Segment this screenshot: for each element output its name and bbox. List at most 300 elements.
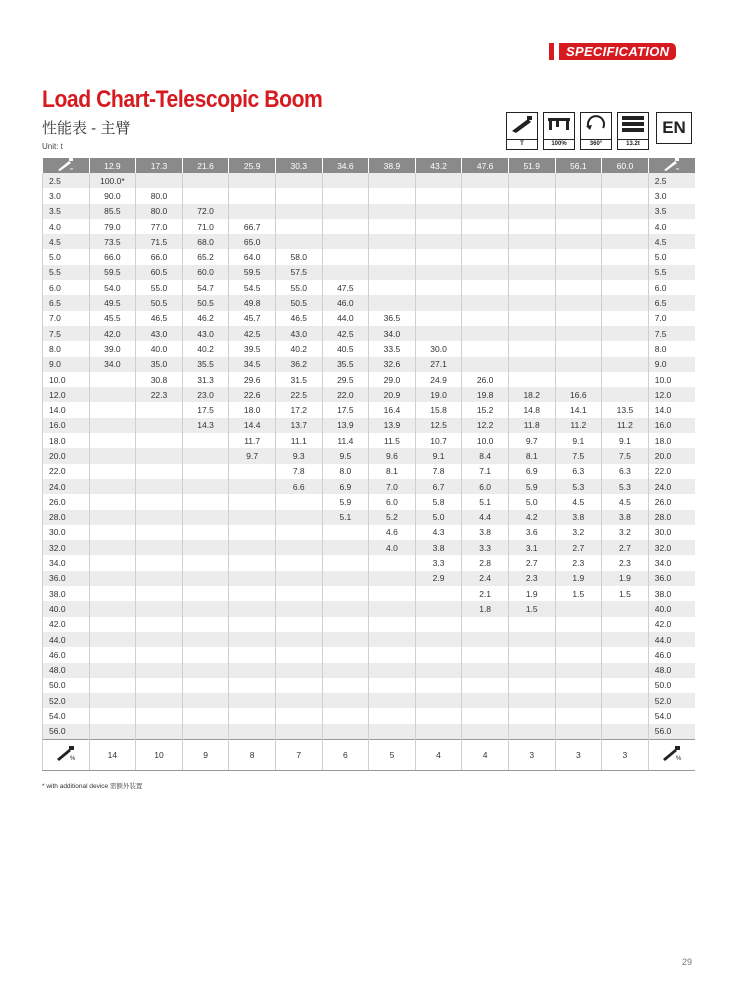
table-row <box>43 708 696 723</box>
load-cell <box>89 724 136 740</box>
load-cell: 5.9 <box>322 494 369 509</box>
load-cell <box>89 617 136 632</box>
table-row <box>43 663 696 678</box>
load-cell <box>322 586 369 601</box>
load-cell: 2.9 <box>415 571 462 586</box>
load-cell <box>602 663 649 678</box>
footer-value-cell: 7 <box>275 739 322 770</box>
boom-length-header: 60.0 <box>602 158 649 173</box>
table-row <box>43 571 696 586</box>
load-cell: 59.5 <box>229 265 276 280</box>
load-cell: 6.0 <box>462 479 509 494</box>
load-cell: 4.5 <box>555 494 602 509</box>
load-cell: 3.2 <box>602 525 649 540</box>
radius-cell: 40.0 <box>43 601 90 616</box>
table-row <box>43 295 696 310</box>
load-cell: 16.4 <box>369 402 416 417</box>
load-cell <box>602 632 649 647</box>
radius-cell-right: 48.0 <box>648 663 695 678</box>
load-cell: 85.5 <box>89 204 136 219</box>
load-cell: 13.9 <box>322 418 369 433</box>
load-cell: 79.0 <box>89 219 136 234</box>
load-cell <box>369 571 416 586</box>
load-cell <box>275 571 322 586</box>
load-cell <box>275 510 322 525</box>
load-cell <box>462 311 509 326</box>
radius-cell: 2.5 <box>43 173 90 188</box>
load-cell <box>136 632 183 647</box>
load-cell: 54.0 <box>89 280 136 295</box>
load-cell: 90.0 <box>89 188 136 203</box>
load-cell: 11.7 <box>229 433 276 448</box>
load-cell <box>275 647 322 662</box>
radius-cell-right: 6.5 <box>648 295 695 310</box>
load-cell: 80.0 <box>136 204 183 219</box>
load-cell: 45.5 <box>89 311 136 326</box>
load-cell: 2.7 <box>555 540 602 555</box>
load-cell <box>415 724 462 740</box>
load-cell <box>415 617 462 632</box>
telescoping-percent-icon <box>43 739 90 770</box>
load-cell <box>602 219 649 234</box>
radius-cell: 34.0 <box>43 555 90 570</box>
unit-label: Unit: t <box>42 142 63 151</box>
load-cell: 42.0 <box>89 326 136 341</box>
load-cell <box>322 188 369 203</box>
load-cell <box>322 663 369 678</box>
load-cell <box>322 555 369 570</box>
load-cell: 6.7 <box>415 479 462 494</box>
radius-cell: 5.5 <box>43 265 90 280</box>
footer-value-cell: 3 <box>508 739 555 770</box>
radius-cell: 30.0 <box>43 525 90 540</box>
load-cell <box>182 571 229 586</box>
load-cell <box>462 678 509 693</box>
radius-cell-right: 52.0 <box>648 693 695 708</box>
load-cell: 50.5 <box>182 295 229 310</box>
load-chart-table <box>42 158 695 771</box>
load-cell: 11.4 <box>322 433 369 448</box>
load-cell: 7.0 <box>369 479 416 494</box>
load-cell <box>182 188 229 203</box>
telescoping-percent-icon-right <box>648 739 695 770</box>
load-cell <box>602 678 649 693</box>
load-cell: 13.9 <box>369 418 416 433</box>
load-cell <box>369 234 416 249</box>
load-cell <box>462 357 509 372</box>
radius-cell-right: 2.5 <box>648 173 695 188</box>
boom-length-header: 47.6 <box>462 158 509 173</box>
load-cell <box>229 555 276 570</box>
table-row <box>43 204 696 219</box>
load-cell <box>89 372 136 387</box>
load-cell <box>89 708 136 723</box>
radius-cell-right: 16.0 <box>648 418 695 433</box>
load-cell <box>555 372 602 387</box>
load-cell <box>508 234 555 249</box>
badge-bar <box>549 43 554 60</box>
load-cell <box>369 708 416 723</box>
load-cell: 1.5 <box>602 586 649 601</box>
load-cell <box>322 234 369 249</box>
table-header-row <box>43 158 696 173</box>
load-cell: 49.5 <box>89 295 136 310</box>
table-row <box>43 632 696 647</box>
load-cell: 27.1 <box>415 357 462 372</box>
load-cell: 2.4 <box>462 571 509 586</box>
load-cell <box>602 387 649 402</box>
radius-cell: 7.5 <box>43 326 90 341</box>
load-cell <box>182 173 229 188</box>
radius-cell: 3.5 <box>43 204 90 219</box>
load-cell: 7.8 <box>275 464 322 479</box>
page-subtitle: 性能表 - 主臂 <box>42 120 131 137</box>
load-cell <box>182 693 229 708</box>
load-cell <box>602 357 649 372</box>
load-cell <box>182 448 229 463</box>
radius-cell: 4.5 <box>43 234 90 249</box>
load-cell: 3.6 <box>508 525 555 540</box>
load-cell <box>602 173 649 188</box>
load-cell <box>89 433 136 448</box>
boom-length-header: 30.3 <box>275 158 322 173</box>
load-cell <box>555 326 602 341</box>
load-cell <box>275 601 322 616</box>
load-cell <box>508 311 555 326</box>
load-cell <box>89 525 136 540</box>
load-cell: 31.3 <box>182 372 229 387</box>
load-cell <box>508 280 555 295</box>
radius-cell: 28.0 <box>43 510 90 525</box>
load-cell: 49.8 <box>229 295 276 310</box>
load-cell <box>415 663 462 678</box>
load-cell: 35.0 <box>136 357 183 372</box>
radius-cell-right: 4.5 <box>648 234 695 249</box>
load-cell: 46.0 <box>322 295 369 310</box>
load-cell <box>89 571 136 586</box>
load-cell <box>275 204 322 219</box>
load-cell <box>555 601 602 616</box>
load-cell <box>89 555 136 570</box>
load-cell <box>508 295 555 310</box>
load-cell: 1.9 <box>555 571 602 586</box>
load-cell: 22.3 <box>136 387 183 402</box>
load-cell: 1.9 <box>602 571 649 586</box>
load-cell: 40.5 <box>322 341 369 356</box>
load-cell: 22.0 <box>322 387 369 402</box>
load-cell <box>182 525 229 540</box>
load-cell <box>136 647 183 662</box>
load-cell <box>136 708 183 723</box>
load-cell: 11.1 <box>275 433 322 448</box>
load-cell <box>462 617 509 632</box>
load-cell <box>369 617 416 632</box>
load-cell <box>229 663 276 678</box>
load-cell: 73.5 <box>89 234 136 249</box>
load-cell <box>136 479 183 494</box>
load-cell <box>89 601 136 616</box>
load-cell: 30.8 <box>136 372 183 387</box>
page-title: Load Chart-Telescopic Boom <box>42 86 323 113</box>
load-cell: 34.0 <box>89 357 136 372</box>
radius-cell-right: 24.0 <box>648 479 695 494</box>
load-cell <box>136 418 183 433</box>
load-cell: 16.6 <box>555 387 602 402</box>
load-cell <box>275 555 322 570</box>
load-cell <box>602 693 649 708</box>
radius-header-icon <box>43 158 90 173</box>
radius-cell-right: 32.0 <box>648 540 695 555</box>
load-cell <box>229 724 276 740</box>
load-cell: 5.1 <box>322 510 369 525</box>
load-cell <box>89 494 136 509</box>
radius-cell-right: 28.0 <box>648 510 695 525</box>
load-cell <box>89 540 136 555</box>
radius-cell-right: 20.0 <box>648 448 695 463</box>
load-cell <box>415 647 462 662</box>
load-cell <box>136 617 183 632</box>
load-cell: 22.6 <box>229 387 276 402</box>
load-cell <box>182 433 229 448</box>
svg-text:%: % <box>675 756 682 762</box>
load-cell: 3.8 <box>462 525 509 540</box>
load-cell: 30.0 <box>415 341 462 356</box>
load-cell: 4.2 <box>508 510 555 525</box>
table-row <box>43 525 696 540</box>
load-cell <box>369 295 416 310</box>
load-cell <box>322 693 369 708</box>
load-cell: 17.5 <box>322 402 369 417</box>
radius-cell-right: 7.0 <box>648 311 695 326</box>
footer-value-cell: 8 <box>229 739 276 770</box>
load-cell <box>182 708 229 723</box>
load-cell: 1.5 <box>508 601 555 616</box>
load-cell: 12.2 <box>462 418 509 433</box>
load-cell <box>602 204 649 219</box>
load-cell <box>369 632 416 647</box>
load-cell <box>462 234 509 249</box>
load-cell <box>462 341 509 356</box>
load-cell <box>275 708 322 723</box>
load-cell <box>89 678 136 693</box>
load-cell: 8.1 <box>508 448 555 463</box>
load-cell: 9.7 <box>508 433 555 448</box>
load-cell: 6.9 <box>322 479 369 494</box>
load-cell <box>462 249 509 264</box>
load-cell <box>462 708 509 723</box>
radius-cell: 16.0 <box>43 418 90 433</box>
load-cell <box>508 188 555 203</box>
load-cell: 6.6 <box>275 479 322 494</box>
load-cell <box>322 617 369 632</box>
load-cell <box>415 204 462 219</box>
table-row <box>43 341 696 356</box>
load-cell: 2.3 <box>555 555 602 570</box>
table-row <box>43 372 696 387</box>
load-cell <box>555 678 602 693</box>
load-cell: 6.3 <box>555 464 602 479</box>
load-cell <box>415 311 462 326</box>
load-cell <box>369 173 416 188</box>
load-cell <box>508 249 555 264</box>
load-cell: 15.2 <box>462 402 509 417</box>
load-cell <box>275 617 322 632</box>
boom-icon: T <box>506 112 538 142</box>
load-cell <box>229 571 276 586</box>
load-cell: 2.1 <box>462 586 509 601</box>
load-cell <box>136 494 183 509</box>
load-cell <box>555 617 602 632</box>
radius-cell-right: 42.0 <box>648 617 695 632</box>
radius-cell: 36.0 <box>43 571 90 586</box>
radius-cell-right: 26.0 <box>648 494 695 509</box>
load-cell <box>602 249 649 264</box>
load-cell: 4.3 <box>415 525 462 540</box>
load-cell: 60.5 <box>136 265 183 280</box>
radius-cell: 54.0 <box>43 708 90 723</box>
boom-length-header: 38.9 <box>369 158 416 173</box>
load-cell <box>462 693 509 708</box>
load-cell: 4.0 <box>369 540 416 555</box>
radius-cell: 9.0 <box>43 357 90 372</box>
load-cell <box>602 341 649 356</box>
boom-length-header: 25.9 <box>229 158 276 173</box>
load-cell <box>275 219 322 234</box>
load-cell: 26.0 <box>462 372 509 387</box>
radius-cell-right: 7.5 <box>648 326 695 341</box>
radius-cell-right: 5.5 <box>648 265 695 280</box>
load-cell: 3.2 <box>555 525 602 540</box>
load-cell: 44.0 <box>322 311 369 326</box>
radius-cell: 50.0 <box>43 678 90 693</box>
load-cell <box>136 173 183 188</box>
radius-cell-right: 30.0 <box>648 525 695 540</box>
load-cell <box>462 647 509 662</box>
footer-value-cell: 4 <box>462 739 509 770</box>
load-cell <box>229 632 276 647</box>
load-cell <box>415 326 462 341</box>
load-cell <box>602 708 649 723</box>
load-cell <box>415 632 462 647</box>
language-badge: EN <box>656 112 692 144</box>
load-cell: 29.0 <box>369 372 416 387</box>
load-cell: 14.1 <box>555 402 602 417</box>
load-cell <box>555 647 602 662</box>
svg-text:m: m <box>675 166 680 171</box>
load-cell: 14.3 <box>182 418 229 433</box>
load-cell <box>602 188 649 203</box>
table-row <box>43 219 696 234</box>
load-cell <box>136 540 183 555</box>
load-cell <box>322 724 369 740</box>
load-cell <box>555 219 602 234</box>
table-row <box>43 188 696 203</box>
load-cell <box>275 173 322 188</box>
radius-cell: 10.0 <box>43 372 90 387</box>
load-cell <box>182 724 229 740</box>
load-cell: 4.5 <box>602 494 649 509</box>
load-cell: 24.9 <box>415 372 462 387</box>
load-cell: 29.5 <box>322 372 369 387</box>
radius-cell: 12.0 <box>43 387 90 402</box>
load-cell <box>415 265 462 280</box>
load-cell <box>182 678 229 693</box>
load-cell: 11.5 <box>369 433 416 448</box>
load-cell <box>555 204 602 219</box>
load-cell: 23.0 <box>182 387 229 402</box>
load-cell: 40.2 <box>275 341 322 356</box>
load-cell <box>508 341 555 356</box>
load-cell <box>462 632 509 647</box>
table-row <box>43 724 696 740</box>
table-row <box>43 433 696 448</box>
radius-cell: 32.0 <box>43 540 90 555</box>
load-cell <box>89 663 136 678</box>
radius-cell-right: 50.0 <box>648 678 695 693</box>
load-cell <box>136 663 183 678</box>
boom-length-header: 12.9 <box>89 158 136 173</box>
load-cell: 5.3 <box>602 479 649 494</box>
footer-value-cell: 6 <box>322 739 369 770</box>
load-cell <box>555 280 602 295</box>
load-cell: 36.2 <box>275 357 322 372</box>
table-row <box>43 448 696 463</box>
load-cell <box>462 265 509 280</box>
load-cell: 36.5 <box>369 311 416 326</box>
table-row <box>43 555 696 570</box>
radius-cell: 20.0 <box>43 448 90 463</box>
load-cell: 2.3 <box>508 571 555 586</box>
load-cell <box>182 632 229 647</box>
table-row <box>43 510 696 525</box>
boom-length-header: 56.1 <box>555 158 602 173</box>
load-cell: 80.0 <box>136 188 183 203</box>
load-cell: 46.5 <box>136 311 183 326</box>
load-cell: 11.2 <box>602 418 649 433</box>
load-cell <box>136 571 183 586</box>
load-cell: 46.5 <box>275 311 322 326</box>
radius-cell-right: 56.0 <box>648 724 695 740</box>
load-cell <box>275 494 322 509</box>
load-cell <box>602 724 649 740</box>
load-cell <box>555 663 602 678</box>
table-row <box>43 693 696 708</box>
table-row <box>43 357 696 372</box>
table-row <box>43 402 696 417</box>
load-cell <box>508 617 555 632</box>
load-cell <box>182 555 229 570</box>
load-cell <box>275 663 322 678</box>
footer-row <box>43 739 696 770</box>
table-row <box>43 311 696 326</box>
load-cell <box>369 204 416 219</box>
load-cell <box>89 632 136 647</box>
footnote: * with additional device 需额外装置 <box>42 783 143 790</box>
load-cell: 3.8 <box>602 510 649 525</box>
radius-cell-right: 38.0 <box>648 586 695 601</box>
load-cell <box>229 188 276 203</box>
footer-value-cell: 9 <box>182 739 229 770</box>
load-cell: 66.0 <box>136 249 183 264</box>
load-cell <box>89 464 136 479</box>
load-cell <box>555 188 602 203</box>
load-cell: 9.6 <box>369 448 416 463</box>
outrigger-icon: 100% <box>543 112 575 142</box>
radius-cell-right: 6.0 <box>648 280 695 295</box>
load-cell: 45.7 <box>229 311 276 326</box>
load-cell: 11.8 <box>508 418 555 433</box>
load-cell: 1.9 <box>508 586 555 601</box>
